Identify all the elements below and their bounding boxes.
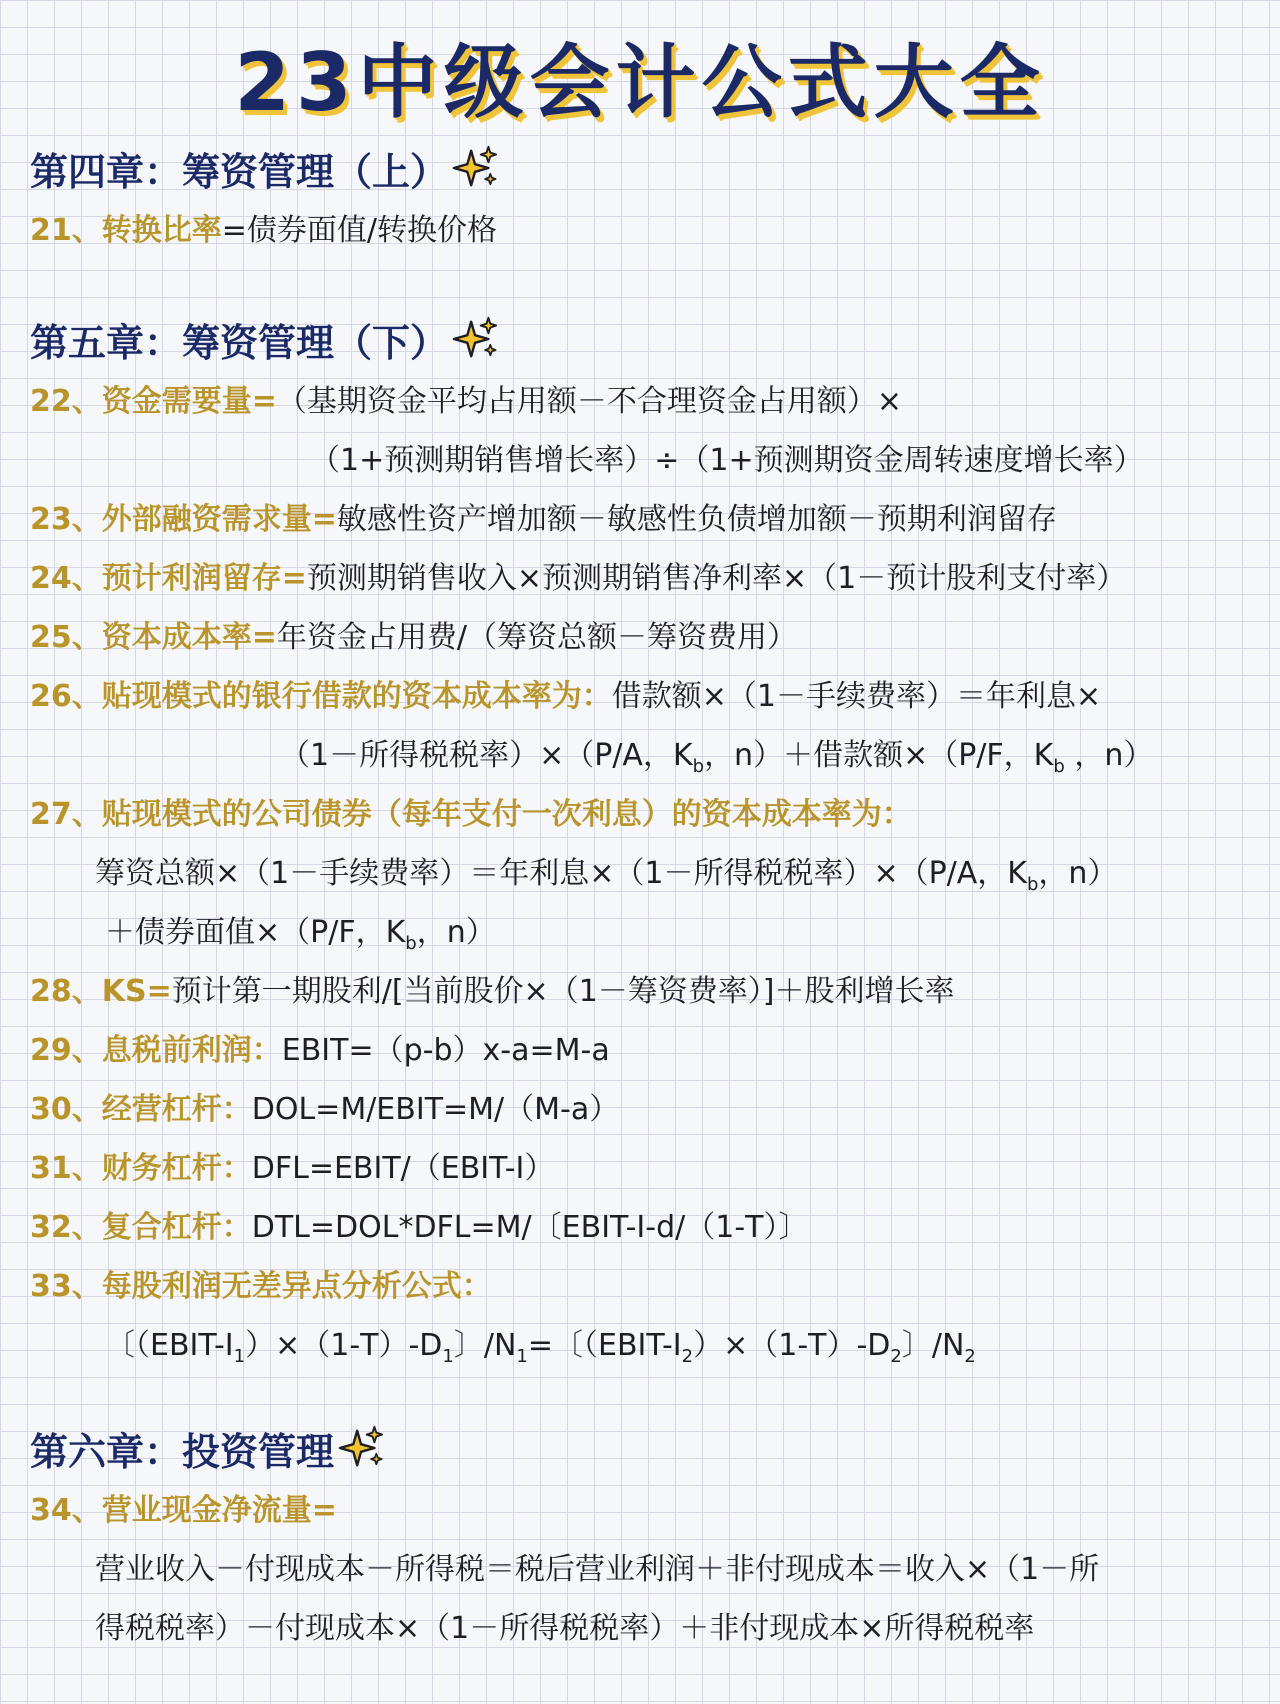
subscript: b [405,933,417,954]
formula-eq: ： [251,1033,282,1068]
formula-body: 债券面值/转换价格 [246,213,497,248]
formula-key: 外部融资需求量 [101,502,312,537]
formula-list [30,135,1260,1658]
formula-continuation: 营业收入－付现成本－所得税＝税后营业利润＋非付现成本＝收入×（1－所 [95,1552,1100,1587]
formula-item [30,1198,1260,1257]
formula-eq: ： [221,1210,252,1245]
item-number: 25、 [30,620,102,655]
item-number: 33、 [30,1269,102,1304]
subscript: b [1053,756,1065,777]
formula-key: 每股利润无差异点分析公式 [101,1269,462,1304]
sparkles-icon [452,145,498,191]
chapter-heading [30,1415,1260,1481]
formula-item [30,785,1260,844]
subscript: 2 [681,1346,694,1367]
formula-item [30,1021,1260,1080]
formula-text: 〔（EBIT-I [105,1328,234,1363]
item-number: 30、 [30,1092,102,1127]
formula-item [30,549,1260,608]
formula-text: ＋债券面值×（P/F，K [105,915,406,950]
formula-item [30,1139,1260,1198]
item-number: 27、 [30,797,102,832]
formula-eq: ： [461,1269,492,1304]
formula-body: 年资金占用费/（筹资总额－筹资费用） [276,620,797,655]
formula-eq: = [251,384,277,419]
sparkles-icon [338,1425,384,1471]
formula-item [30,608,1260,667]
formula-item [30,490,1260,549]
chapter-heading [30,135,1260,201]
formula-text: 〕/N [901,1328,965,1363]
formula-item [30,372,1260,431]
formula-item [30,667,1260,726]
formula-continuation [30,1316,1260,1375]
item-number: 32、 [30,1210,102,1245]
formula-text: ，n） [1064,738,1154,773]
subscript: b [692,756,705,777]
subscript: 1 [516,1346,528,1367]
formula-continuation [30,726,1260,785]
spacer [30,1375,1260,1415]
item-number: 21、 [30,213,102,248]
formula-key: 资金需要量 [101,384,252,419]
subscript: 2 [890,1346,902,1367]
formula-eq: ： [581,679,612,714]
formula-eq: = [311,502,337,537]
subscript: b [1026,874,1039,895]
item-number: 28、 [30,974,102,1009]
item-number: 26、 [30,679,102,714]
formula-key: 转换比率 [101,213,222,248]
subscript: 2 [964,1346,976,1367]
formula-body: 借款额×（1－手续费率）＝年利息× [611,679,1102,714]
formula-key: 经营杠杆 [101,1092,222,1127]
formula-item [30,1257,1260,1316]
formula-eq: ： [881,797,912,832]
formula-body: DFL=EBIT/（EBIT-I） [251,1151,555,1186]
formula-key: 营业现金净流量 [101,1493,312,1528]
formula-item [30,1080,1260,1139]
formula-text: ，n） [416,915,496,950]
formula-text: =〔（EBIT-I [527,1328,682,1363]
formula-item [30,1481,1260,1540]
formula-continuation [30,844,1260,903]
formula-key: 贴现模式的银行借款的资本成本率为 [101,679,582,714]
item-number: 23、 [30,502,102,537]
chapter-title: 第四章：筹资管理（上） [30,149,449,194]
formula-body: 预测期销售收入×预测期销售净利率×（1－预计股利支付率） [306,561,1127,596]
subscript: 1 [233,1346,246,1367]
formula-eq: = [251,620,277,655]
formula-eq: = [221,213,247,248]
formula-key: 预计利润留存 [101,561,282,596]
formula-key: 资本成本率 [101,620,252,655]
formula-continuation [30,903,1260,962]
item-number: 22、 [30,384,102,419]
formula-key: 复合杠杆 [101,1210,222,1245]
formula-text: ）×（1-T）-D [245,1328,443,1363]
formula-eq: ： [221,1151,252,1186]
item-number: 31、 [30,1151,102,1186]
item-number: 24、 [30,561,102,596]
page-title: 23中级会计公式大全 [234,36,1046,129]
formula-body: 预计第一期股利/[当前股价×（1－筹资费率）]＋股利增长率 [171,974,955,1009]
formula-text: ，n）＋借款额×（P/F，K [704,738,1054,773]
formula-continuation: （1+预测期销售增长率）÷（1+预测期资金周转速度增长率） [310,443,1144,478]
formula-body: EBIT=（p-b）x-a=M-a [281,1033,610,1068]
item-number: 29、 [30,1033,102,1068]
spacer [30,260,1260,306]
formula-eq: = [281,561,307,596]
chapter-heading [30,306,1260,372]
formula-item [30,962,1260,1021]
formula-text: ，n） [1038,856,1118,891]
formula-key: 财务杠杆 [101,1151,222,1186]
formula-item [30,201,1260,260]
formula-text: ）×（1-T）-D [693,1328,891,1363]
formula-key: 贴现模式的公司债券（每年支付一次利息）的资本成本率为 [101,797,882,832]
item-number: 34、 [30,1493,102,1528]
formula-text: （1－所得税税率）×（P/A，K [280,738,693,773]
chapter-title: 第五章：筹资管理（下） [30,320,449,365]
formula-key: KS [101,974,147,1009]
formula-text: 筹资总额×（1－手续费率）＝年利息×（1－所得税税率）×（P/A，K [95,856,1027,891]
formula-key: 息税前利润 [101,1033,252,1068]
sparkles-icon [452,316,498,362]
subscript: 1 [442,1346,454,1367]
formula-eq: = [311,1493,337,1528]
formula-body: （基期资金平均占用额－不合理资金占用额）× [276,384,903,419]
formula-continuation: 得税税率）－付现成本×（1－所得税税率）＋非付现成本×所得税税率 [95,1611,1035,1646]
formula-body: 敏感性资产增加额－敏感性负债增加额－预期利润留存 [336,502,1057,537]
chapter-title: 第六章：投资管理 [30,1429,335,1474]
formula-eq: = [146,974,172,1009]
formula-body: DOL=M/EBIT=M/（M-a） [251,1092,620,1127]
formula-body: DTL=DOL*DFL=M/〔EBIT-I-d/（1-T）〕 [251,1210,809,1245]
formula-eq: ： [221,1092,252,1127]
formula-text: 〕/N [453,1328,517,1363]
